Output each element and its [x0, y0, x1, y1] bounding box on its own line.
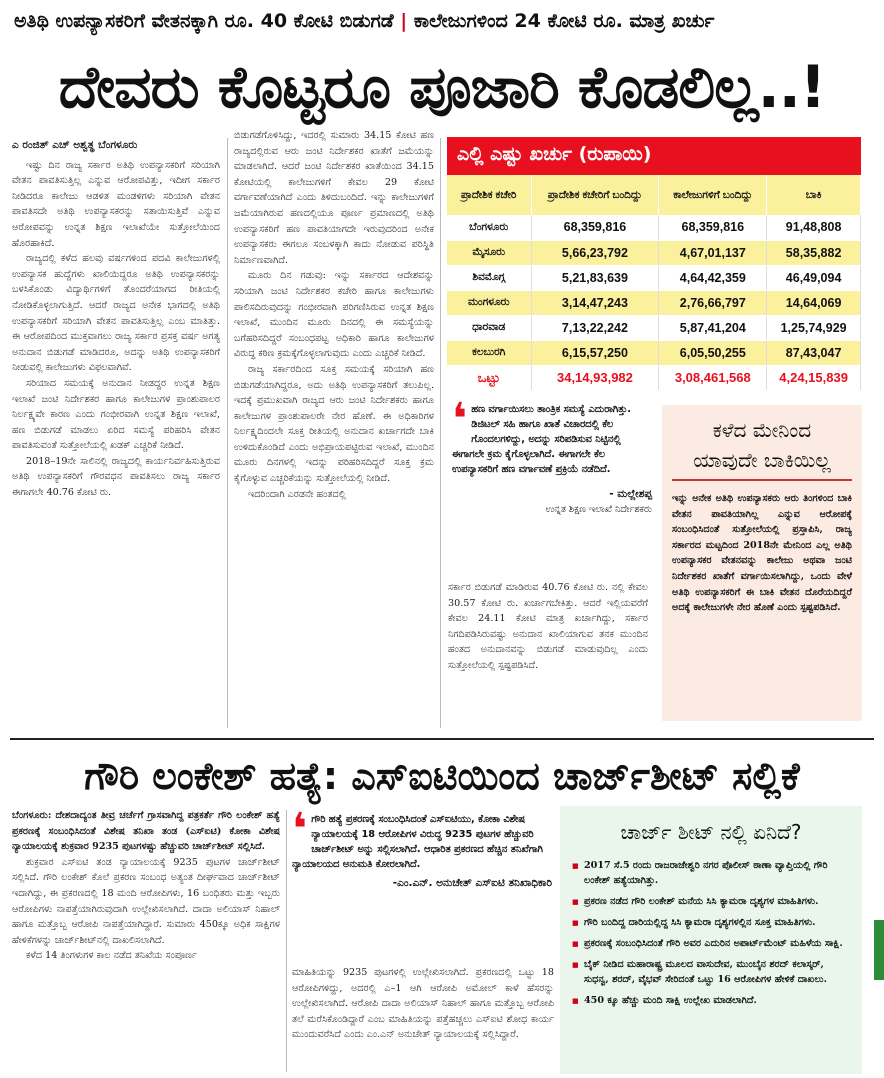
quote-text: ಗೌರಿ ಹತ್ಯೆ ಪ್ರಕರಣಕ್ಕೆ ಸಂಬಂಧಿಸಿದಂತೆ ಎಸ್‌ಐಟಿಯು, ಕೋಕಾ ವಿಶೇಷ ನ್ಯಾಯಾಲಯಕ್ಕೆ 18 ಆರೋಪಿಗಳ ವಿರುದ್ಧ 9235 ಪುಟಗಳ ಹೆಚ್ಚುವರಿ ಚಾರ್ಜ್‌ಶೀಟ್ ಅನ್ನು ಸಲ್ಲಿಸಲಾಗಿದೆ. ಆಧಾರಿತ ಪ್ರಕರಣದ ಹೆಚ್ಚಿನ ತನಿಖೆಗಾಗಿ ನ್ಯಾಯಾಲಯದ ಅನುಮತಿ ಕೋರಲಾಗಿದೆ.: [292, 814, 543, 870]
story1-column-1: [12, 138, 220, 728]
table-total-row: [447, 365, 861, 390]
table-cell: 91,48,808: [767, 215, 861, 240]
kicker-separator: |: [400, 10, 408, 32]
main-headline: ದೇವರು ಕೊಟ್ಟರೂ ಪೂಜಾರಿ ಕೊಡಲಿಲ್ಲ..!: [58, 53, 826, 121]
table-cell: 14,64,069: [767, 290, 861, 315]
table-cell: ಶಿವಮೊಗ್ಗ: [447, 265, 531, 290]
paragraph: 2018–19ನೇ ಸಾಲಿನಲ್ಲಿ ರಾಜ್ಯದಲ್ಲಿ ಕಾರ್ಯನಿರ್ವಹಿಸುತ್ತಿರುವ ಅತಿಥಿ ಉಪನ್ಯಾಸಕರಿಗೆ ಗೌರವಧನ ಪಾವತಿಸಲು ರಾಜ್ಯ ಸರ್ಕಾರ ಈಗಾಗಲೇ 40.76 ಕೋಟಿ ರು.: [12, 455, 220, 499]
table-cell: ಧಾರವಾಡ: [447, 315, 531, 340]
table-cell: 4,24,15,839: [767, 365, 861, 390]
table-cell: 34,14,93,982: [531, 365, 659, 390]
sidebar-text: ಇನ್ನು ಅನೇಕ ಅತಿಥಿ ಉಪನ್ಯಾಸಕರು ಆರು ತಿಂಗಳಿಂದ ಬಾಕಿ ವೇತನ ಪಾವತಿಯಾಗಿಲ್ಲ ಎನ್ನುವ ಆರೋಪಕ್ಕೆ ಸಂಬಂಧಿಸಿದಂತೆ ಸುತ್ತೋಲೆಯಲ್ಲಿ ಪ್ರಸ್ತಾಪಿಸಿ, ರಾಜ್ಯ ಸರ್ಕಾರದ ಮಟ್ಟದಿಂದ 2018ನೇ ಮೇನಿಂದ ಎಲ್ಲ ಅತಿಥಿ ಉಪನ್ಯಾಸಕರ ವೇತನವನ್ನು ಕಾಲೇಜು ಅಥವಾ ಜಂಟಿ ನಿರ್ದೇಶಕರ ಖಾತೆಗೆ ವರ್ಗಾಯಿಸಲಾಗಿದ್ದು, ಒಂದು ವೇಳೆ ಅತಿಥಿ ಉಪನ್ಯಾಸಕರಿಗೆ ಈ ಬಾಕಿ ವೇತನ ದೊರೆಯದಿದ್ದರೆ ಅದಕ್ಕೆ ಕಾಲೇಜುಗಳೇ ನೇರ ಹೊಣೆ ಎಂದು ಸ್ಪಷ್ಟಪಡಿಸಿದೆ.: [672, 493, 852, 614]
quote-author: - ಮಲ್ಲೇಶಪ್ಪ: [609, 488, 652, 500]
table-cell: 4,64,42,359: [659, 265, 767, 290]
table-cell: 58,35,882: [767, 240, 861, 265]
byline: ಎ ರಂಜಿತ್ ಎಚ್ ಅಶ್ವತ್ಥ ಬೆಂಗಳೂರು: [12, 139, 138, 151]
table-row: [447, 290, 861, 315]
table-cell: 5,87,41,204: [659, 315, 767, 340]
table-cell: 68,359,816: [531, 215, 659, 240]
table-cell: 6,05,50,255: [659, 340, 767, 365]
quote-mark-icon: ❛: [292, 804, 308, 855]
column-rule: [286, 810, 287, 1072]
table-cell: ಮೈಸೂರು: [447, 240, 531, 265]
table-row: [447, 340, 861, 365]
list-item: ■ ಬೈಕ್ ನೀಡಿದ ಮಹಾರಾಷ್ಟ್ರ ಮೂಲದ ವಾಸುದೇವ, ಮುಂಬೈನ ಶರದ್ ಕಲಾಸ್ಕರ್, ಸುಧನ್ವ, ಶರದ್, ವೈಭವ್ ಸೇರಿದಂತೆ ಒಟ್ಟು 16 ಆರೋಪಿಗಳ ಹೇಳಿಕೆ ದಾಖಲು.: [572, 957, 850, 987]
table-cell: ಬೆಂಗಳೂರು: [447, 215, 531, 240]
paragraph: ಶುಕ್ರವಾರ ಎಸ್‌ಐಟಿ ತಂಡ ನ್ಯಾಯಾಲಯಕ್ಕೆ 9235 ಪುಟಗಳ ಚಾರ್ಜ್‌ಶೀಟ್ ಸಲ್ಲಿಸಿದೆ. ಗೌರಿ ಲಂಕೇಶ್ ಕೊಲೆ ಪ್ರಕರಣ ಸಂಬಂಧ ಅತ್ಯಂತ ದೀರ್ಘವಾದ ಚಾರ್ಜ್‌ಶೀಟ್ ಇದಾಗಿದ್ದು, ಈ ಪ್ರಕರಣದಲ್ಲಿ 18 ಮಂದಿ ಆರೋಪಿಗಳು, 16 ಬಂಧಿತರು ಮತ್ತು ಇಬ್ಬರು ಆರೋಪಿಗಳು ನಾಪತ್ತೆಯಾಗಿರುವುದಾಗಿ ಉಲ್ಲೇಖಿಸಲಾಗಿದೆ. ದಾದಾ ಅಲಿಯಾಸ್ ನಿಹಾಲ್ ಹಾಗೂ ಮತ್ತೊಬ್ಬ ಆರೋಪಿ ನಾಪತ್ತೆಯಾಗಿದ್ದಾರೆ. ಸುಮಾರು 450ಕ್ಕೂ ಅಧಿಕ ಸಾಕ್ಷಿಗಳ ಹೇಳಿಕೆಗಳನ್ನು ಚಾರ್ಜ್‌ಶೀಟ್‌ನಲ್ಲಿ ದಾಖಲಿಸಲಾಗಿದೆ.: [12, 856, 280, 946]
second-headline: ಗೌರಿ ಲಂಕೇಶ್ ಹತ್ಯೆ: ಎಸ್‌ಐಟಿಯಿಂದ ಚಾರ್ಜ್‌ಶೀಟ್ ಸಲ್ಲಿಕೆ: [84, 754, 800, 798]
column-rule: [227, 138, 228, 728]
section-divider: [10, 738, 874, 740]
expense-table-box: [447, 137, 861, 395]
kicker-line: [0, 0, 884, 42]
paragraph: ಕಳೆದ 14 ತಿಂಗಳುಗಳ ಕಾಲ ನಡೆದ ತನಿಖೆಯ ಸಂಪೂರ್ಣ: [26, 950, 197, 962]
story2-column-1: [12, 808, 280, 1074]
table-header: ಪ್ರಾದೇಶಿಕ ಕಚೇರಿಗೆ ಬಂದಿದ್ದು: [531, 175, 659, 215]
table-title: ಎಲ್ಲಿ ಎಷ್ಟು ಖರ್ಚು (ರುಪಾಯಿ): [447, 137, 861, 175]
table-cell: 46,49,094: [767, 265, 861, 290]
table-row: [447, 315, 861, 340]
story1-column-3: [448, 580, 648, 728]
quote-author: -ಎಂ.ಎನ್. ಅನುಚೇತ್ ಎಸ್‌ಐಟಿ ತನಿಖಾಧಿಕಾರಿ: [392, 877, 552, 889]
table-cell: 1,25,74,929: [767, 315, 861, 340]
paragraph: ರಾಜ್ಯ ಸರ್ಕಾರದಿಂದ ಸೂಕ್ತ ಸಮಯಕ್ಕೆ ಸರಿಯಾಗಿ ಹಣ ಬಿಡುಗಡೆಯಾಗಿದ್ದರೂ, ಅದು ಅತಿಥಿ ಉಪನ್ಯಾಸಕರಿಗೆ ತಲುಪಿಲ್ಲ. ಇದಕ್ಕೆ ಪ್ರಮುಖವಾಗಿ ರಾಜ್ಯದ ಆರು ಜಂಟಿ ನಿರ್ದೇಶಕರು ಹಾಗೂ ಕಾಲೇಜುಗಳ ಪ್ರಾಂಶುಪಾಲರೇ ನೇರ ಹೊಣೆ. ಈ ಅಧಿಕಾರಿಗಳ ನಿರ್ಲಕ್ಷ್ಯದಿಂದಲೇ ಸೂಕ್ತ ರೀತಿಯಲ್ಲಿ ಅನುದಾನ ಖರ್ಚಾಗದೇ ಬಾಕಿ ಉಳಿದುಕೊಂಡಿದೆ ಎಂದು ಅಭಿಪ್ರಾಯಪಟ್ಟಿರುವ ಇಲಾಖೆ, ಮುಂದಿನ ಮೂರು ದಿನಗಳಲ್ಲಿ ಇದನ್ನು ಪರಿಹರಿಸದಿದ್ದರೆ ಸೂಕ್ತ ಕ್ರಮ ಕೈಗೊಳ್ಳುವ ಎಚ್ಚರಿಕೆಯನ್ನು ಸುತ್ತೋಲೆಯಲ್ಲಿ ನೀಡಿದೆ.: [234, 363, 434, 485]
quote-author-role: ಉನ್ನತ ಶಿಕ್ಷಣ ಇಲಾಖೆ ನಿರ್ದೇಶಕರು: [545, 504, 652, 515]
sidebar-no-dues: [662, 405, 862, 721]
page-edge-strip: [874, 920, 884, 980]
table-row: [447, 265, 861, 290]
sidebar-title-line-2: ಯಾವುದೇ ಬಾಕಿಯಿಲ್ಲ: [693, 448, 831, 472]
table-header: ಕಾಲೇಜುಗಳಿಗೆ ಬಂದಿದ್ದು: [659, 175, 767, 215]
table-cell: ಒಟ್ಟು: [447, 365, 531, 390]
paragraph: ಮೂರು ದಿನ ಗಡುವು: ಇನ್ನು ಸರ್ಕಾರದ ಆದೇಶವನ್ನು ಸರಿಯಾಗಿ ಜಂಟಿ ನಿರ್ದೇಶಕರ ಕಚೇರಿ ಹಾಗೂ ಕಾಲೇಜುಗಳು ಪಾಲಿಸದಿರುವುದನ್ನು ಗಂಭೀರವಾಗಿ ಪರಿಗಣಿಸಿರುವ ಉನ್ನತ ಶಿಕ್ಷಣ ಇಲಾಖೆ, ಮುಂದಿನ ಮೂರು ದಿನದಲ್ಲಿ ಈ ಸಮಸ್ಯೆಯನ್ನು ಬಗೆಹರಿಸದಿದ್ದರೆ ಸಂಬಂಧಪಟ್ಟ ಅಧಿಕಾರಿ ಹಾಗೂ ಕಾಲೇಜುಗಳ ವಿರುದ್ಧ ಕಠಿಣ ಕ್ರಮಕ್ಕೆಗೊಳ್ಳಲಾಗುವುದು ಎಂದು ಎಚ್ಚರಿಕೆ ನೀಡಿದೆ.: [234, 270, 434, 360]
story1-column-2: [234, 128, 434, 728]
bullet-list: [572, 858, 850, 1008]
table-cell: ಕಲಬುರಗಿ: [447, 340, 531, 365]
divider: [672, 479, 852, 481]
table-cell: 7,13,22,242: [531, 315, 659, 340]
list-item: ■ ಪ್ರಕರಣಕ್ಕೆ ಸಂಬಂಧಿಸಿದಂತೆ ಗೌರಿ ಅವರ ಎದುರಿನ ಅಪಾರ್ಟ್‌ಮೆಂಟ್ ಮಹಿಳೆಯ ಸಾಕ್ಷಿ.: [572, 936, 850, 951]
table-cell: 4,67,01,137: [659, 240, 767, 265]
story2-column-2: [292, 965, 554, 1073]
kicker-left: ಅತಿಥಿ ಉಪನ್ಯಾಸಕರಿಗೆ ವೇತನಕ್ಕಾಗಿ ರೂ. 40 ಕೋಟಿ ಬಿಡುಗಡೆ: [14, 10, 394, 32]
sidebar-chargesheet-contents: [560, 806, 862, 1074]
table-cell: 3,08,461,568: [659, 365, 767, 390]
table-row: [447, 215, 861, 240]
pull-quote-2: [292, 804, 552, 932]
table-cell: 2,76,66,797: [659, 290, 767, 315]
paragraph: ಸರಿಯಾದ ಸಮಯಕ್ಕೆ ಅನುದಾನ ನೀಡದ್ದರ ಉನ್ನತ ಶಿಕ್ಷಣ ಇಲಾಖೆ ಜಂಟಿ ನಿರ್ದೇಶಕರ ಹಾಗೂ ಕಾಲೇಜುಗಳ ಪ್ರಾಂಶುಪಾಲರ ನಿರ್ಲಕ್ಷ್ಯವೇ ಕಾರಣ ಎಂದು ಗಂಭೀರವಾಗಿ ಉನ್ನತ ಶಿಕ್ಷಣ ಇಲಾಖೆ, ಹಣ ಬಿಡುಗಡೆ ಮಾಡಲು ಏರಿದ ಸಮಸ್ಯೆ ಪರಿಹರಿಸಿ ವೇತನ ಪಾವತಿಸುವಂತೆ ಸುತ್ತೋಲೆಯಲ್ಲಿ ಖಡಕ್ ಎಚ್ಚರಿಕೆ ನೀಡಿದೆ.: [12, 377, 220, 452]
table-header: ಪ್ರಾದೇಶಿಕ ಕಚೇರಿ: [447, 175, 531, 215]
paragraph: ಇದರಿಂದಾಗಿ ಎರಡನೇ ಹಂತದಲ್ಲಿ: [248, 488, 346, 500]
table-cell: ಮಂಗಳೂರು: [447, 290, 531, 315]
paragraph: ಬಿಡುಗಡೆಗೊಳಿಸಿದ್ದು, ಇದರಲ್ಲಿ ಸುಮಾರು 34.15 ಕೋಟಿ ಹಣ ರಾಜ್ಯದಲ್ಲಿರುವ ಆರು ಜಂಟಿ ನಿರ್ದೇಶಕರ ಖಾತೆಗೆ ಜಮೆಯನ್ನು ಮಾಡಲಾಗಿದೆ. ಆದರೆ ಜಂಟಿ ನಿರ್ದೇಶಕರ ಖಾತೆಯಿಂದ 34.15 ಕೋಟಿಯಲ್ಲಿ ಕಾಲೇಜುಗಳಿಗೆ ಕೇವಲ 29 ಕೋಟಿ ವರ್ಗಾವಣೆಯಾಗಿದೆ ಎಂದು ತಿಳಿದುಬಂದಿದೆ. ಇನ್ನು ಕಾಲೇಜುಗಳಿಗೆ ಜಮೆಯಾಗಿರುವ ಹಣದಲ್ಲಿಯೂ ಪೂರ್ಣ ಪ್ರಮಾಣದಲ್ಲಿ ಅತಿಥಿ ಉಪನ್ಯಾಸಕರಿಗೆ ಹಣ ಪಾವತಿಯಾಗದೇ ಇರುವುದರಿಂದ ಅನೇಕ ಉಪನ್ಯಾಸಕರು ಈಗಲೂ ಸಂಬಳಕ್ಕಾಗಿ ಕಾದು ನೋಡುವ ಪರಿಸ್ಥಿತಿ ನಿರ್ಮಾಣವಾಗಿದೆ.: [234, 130, 434, 266]
table-cell: 3,14,47,243: [531, 290, 659, 315]
table-cell: 5,21,83,639: [531, 265, 659, 290]
kicker-right: ಕಾಲೇಜುಗಳಿಂದ 24 ಕೋಟಿ ರೂ. ಮಾತ್ರ ಖರ್ಚು: [413, 10, 715, 32]
paragraph: ಸರ್ಕಾರ ಬಿಡುಗಡೆ ಮಾಡಿರುವ 40.76 ಕೋಟಿ ರು. ನಲ್ಲಿ ಕೇವಲ 30.57 ಕೋಟಿ ರು. ಖರ್ಚಾಗಬೇಕಿತ್ತು. ಆದರೆ ಇಲ್ಲಿಯವರೆಗೆ ಕೇವಲ 24.11 ಕೋಟಿ ಮಾತ್ರ ಖರ್ಚಾಗಿದ್ದು, ಸರ್ಕಾರ ನಿಗದಿಪಡಿಸಿರುವಷ್ಟು ಅನುದಾನ ಖಾಲಿಯಾಗುವ ತನಕ ಮುಂದಿನ ಹಂತದ ಅನುದಾನವನ್ನು ಬಿಡುಗಡೆ ಮಾಡುವುದಿಲ್ಲ ಎಂದು ಸುತ್ತೋಲೆಯಲ್ಲಿ ಸ್ಪಷ್ಟಪಡಿಸಿದೆ.: [448, 582, 648, 671]
list-item: ■ 450 ಕ್ಕೂ ಹೆಚ್ಚು ಮಂದಿ ಸಾಕ್ಷಿ ಉಲ್ಲೇಖ ಮಾಡಲಾಗಿದೆ.: [572, 993, 850, 1008]
table-cell: 68,359,816: [659, 215, 767, 240]
paragraph: ರಾಜ್ಯದಲ್ಲಿ ಕಳೆದ ಹಲವು ವರ್ಷಗಳಿಂದ ಪದವಿ ಕಾಲೇಜುಗಳಲ್ಲಿ ಉಪನ್ಯಾಸಕ ಹುದ್ದೆಗಳು ಖಾಲಿಯಿದ್ದರೂ ಅತಿಥಿ ಉಪನ್ಯಾಸಕರನ್ನು ಬಳಸಿಕೊಂಡು ವಿದ್ಯಾರ್ಥಿಗಳಿಗೆ ತೊಂದರೆಯಾಗದ ರೀತಿಯಲ್ಲಿ ನೋಡಿಕೊಳ್ಳಲಾಗುತ್ತಿದೆ. ಆದರೆ ರಾಜ್ಯದ ಅನೇಕ ಭಾಗದಲ್ಲಿ ಅತಿಥಿ ಉಪನ್ಯಾಸಕರಿಗೆ ಸರಿಯಾಗಿ ವೇತನ ಪಾವತಿಸುತ್ತಿಲ್ಲ ಎಂಬ ಮಾತಿತ್ತು. ಈ ಆರೋಪದಿಂದ ಮುಕ್ತವಾಗಲು ರಾಜ್ಯ ಸರ್ಕಾರ ಪ್ರಸಕ್ತ ವರ್ಷ ಅಗತ್ಯ ಅನುದಾನ ಬಿಡುಗಡೆ ಮಾಡಿದರೂ, ಅದನ್ನು ಅತಿಥಿ ಉಪನ್ಯಾಸಕರಿಗೆ ನೀಡುವಲ್ಲಿ ಕಾಲೇಜುಗಳು ವಿಫಲವಾಗಿವೆ.: [12, 253, 220, 374]
pull-quote-1: [452, 394, 652, 572]
table-header: ಬಾಕಿ: [767, 175, 861, 215]
list-item: ■ ಪ್ರಕರಣ ನಡೆದ ಗೌರಿ ಲಂಕೇಶ್ ಮನೆಯ ಸಿಸಿ ಕ್ಯಾಮರಾ ದೃಶ್ಯಗಳ ಮಾಹಿತಿಗಳು.: [572, 894, 850, 909]
table-row: [447, 240, 861, 265]
table-cell: 87,43,047: [767, 340, 861, 365]
column-rule: [440, 138, 441, 728]
quote-mark-icon: ❛: [452, 394, 468, 445]
paragraph: ಇಷ್ಟು ದಿನ ರಾಜ್ಯ ಸರ್ಕಾರ ಅತಿಥಿ ಉಪನ್ಯಾಸಕರಿಗೆ ಸರಿಯಾಗಿ ವೇತನ ಪಾವತಿಸುತ್ತಿಲ್ಲ ಎನ್ನುವ ಆರೋಪವಿತ್ತು, ಇದೀಗ ಸರ್ಕಾರ ನೀಡಿದರೂ ಕಾಲೇಜು ಆಡಳಿತ ಮಂಡಳಿಗಳು ಸರಿಯಾಗಿ ವೇತನ ಪಾವತಿಸದೇ ಅತಿಥಿ ಉಪನ್ಯಾಸಕರನ್ನು ಸತಾಯಿಸುತ್ತಿವೆ ಎನ್ನುವ ಆರೋಪವನ್ನು ಉನ್ನತ ಶಿಕ್ಷಣ ಇಲಾಖೆಯೇ ಸುತ್ತೋಲೆಯಿಂದ ಹೊರಹಾಕಿದೆ.: [12, 159, 220, 249]
list-item: ■ 2017 ಸೆ.5 ರಂದು ರಾಜರಾಜೇಶ್ವರಿ ನಗರ ಪೊಲೀಸ್ ಠಾಣಾ ವ್ಯಾಪ್ತಿಯಲ್ಲಿ ಗೌರಿ ಲಂಕೇಶ್ ಹತ್ಯೆಯಾಗಿತ್ತು.: [572, 858, 850, 888]
sidebar-title: ಚಾರ್ಜ್ ಶೀಟ್ ನಲ್ಲಿ ಏನಿದೆ?: [620, 820, 802, 844]
expense-table: [447, 175, 861, 391]
paragraph: ಮಾಹಿತಿಯನ್ನು 9235 ಪುಟಗಳಲ್ಲಿ ಉಲ್ಲೇಖಿಸಲಾಗಿದೆ. ಪ್ರಕರಣದಲ್ಲಿ ಒಟ್ಟು 18 ಆರೋಪಿಗಳಿದ್ದು, ಅದರಲ್ಲಿ ಎ–1 ಆಗಿ ಆರೋಪಿ ಅಮೋಲ್ ಕಾಳೆ ಹೆಸರನ್ನು ಉಲ್ಲೇಖಿಸಲಾಗಿದೆ. ಆರೋಪಿ ದಾದಾ ಅಲಿಯಾಸ್ ನಿಹಾಲ್ ಹಾಗೂ ಮತ್ತೊಬ್ಬ ಆರೋಪಿ ತಲೆ ಮರೆಸಿಕೊಂಡಿದ್ದಾರೆ ಎಂಬ ಮಾಹಿತಿಯನ್ನು ಪತ್ತೆಹಚ್ಚಲು ಎಸ್‌ಐಟಿ ಶೋಧ ಕಾರ್ಯ ಮುಂದುವರೆಸಿದೆ ಎಂದು ಎಂ.ಎನ್ ಅನುಚೇತ್ ನ್ಯಾಯಾಲಯಕ್ಕೆ ಸಲ್ಲಿಸಿದ್ದಾರೆ.: [292, 967, 554, 1041]
table-cell: 6,15,57,250: [531, 340, 659, 365]
table-cell: 5,66,23,792: [531, 240, 659, 265]
paragraph: ಬೆಂಗಳೂರು: ದೇಶದಾದ್ಯಂತ ತೀವ್ರ ಚರ್ಚೆಗೆ ಗ್ರಾಸವಾಗಿದ್ದ ಪತ್ರಕರ್ತೆ ಗೌರಿ ಲಂಕೇಶ್ ಹತ್ಯೆ ಪ್ರಕರಣಕ್ಕೆ ಸಂಬಂಧಿಸಿದಂತೆ ವಿಶೇಷ ತನಿಖಾ ತಂಡ (ಎಸ್‌ಐಟಿ) ಕೋಕಾ ವಿಶೇಷ ನ್ಯಾಯಾಲಯಕ್ಕೆ ಶುಕ್ರವಾರ 9235 ಪುಟಗಳಷ್ಟು ಹೆಚ್ಚುವರಿ ಚಾರ್ಜ್‌ಶೀಟ್ ಸಲ್ಲಿಸಿದೆ.: [12, 810, 280, 853]
sidebar-title-line-1: ಕಳೆದ ಮೇನಿಂದ: [712, 418, 812, 442]
quote-text: ಹಣ ವರ್ಗಾಯಿಸಲು ತಾಂತ್ರಿಕ ಸಮಸ್ಯೆ ಎದುರಾಗಿತ್ತು. ಡಿಜಿಟಲ್ ಸಹಿ ಹಾಗೂ ಖಾತೆ ವಿಚಾರದಲ್ಲಿ ಕೆಲ ಗೊಂದಲಗಳಿದ್ದು, ಅದನ್ನು ಸರಿಪಡಿಸುವ ನಿಟ್ಟಿನಲ್ಲಿ ಈಗಾಗಲೇ ಕ್ರಮ ಕೈಗೊಳ್ಳಲಾಗಿದೆ. ಈಗಾಗಲೇ ಕೆಲ ಉಪನ್ಯಾಸಕರಿಗೆ ಹಣ ವರ್ಗಾವಣೆ ಪ್ರಕ್ರಿಯೆ ನಡೆದಿದೆ.: [452, 404, 632, 475]
list-item: ■ ಗೌರಿ ಬಂದಿದ್ದ ದಾರಿಯಲ್ಲಿದ್ದ ಸಿಸಿ ಕ್ಯಾಮರಾ ದೃಶ್ಯಗಳಲ್ಲಿನ ಸೂಕ್ತ ಮಾಹಿತಿಗಳು.: [572, 915, 850, 930]
